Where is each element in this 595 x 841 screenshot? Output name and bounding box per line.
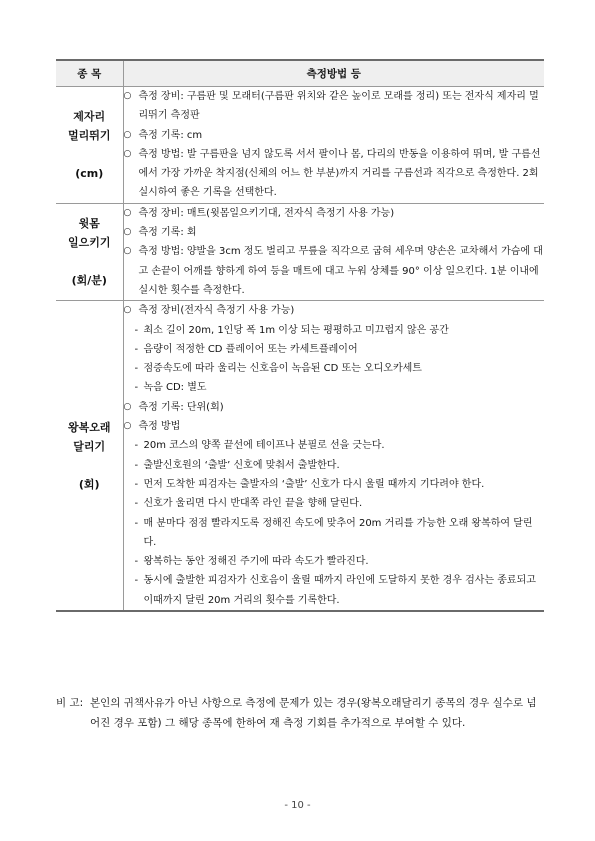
bullet-item: ○ 측정 방법 [124, 417, 545, 436]
dash-item: - 동시에 출발한 피검자가 신호음이 울릴 때까지 라인에 도달하지 못한 경우 검사는 종료되고 이때까지 달린 20m 거리의 횟수를 기록한다. [124, 571, 545, 610]
dash-item: - 녹음 CD: 별도 [124, 378, 545, 397]
dash-item: - 음량이 적정한 CD 플레이어 또는 카세트플레이어 [124, 340, 545, 359]
dash-item: - 점증속도에 따라 울리는 신호음이 녹음된 CD 또는 오디오카세트 [124, 359, 545, 378]
dash-item: - 20m 코스의 양쪽 끝선에 테이프나 분필로 선을 긋는다. [124, 436, 545, 455]
remarks-text: 본인의 귀책사유가 아닌 사항으로 측정에 문제가 있는 경우(왕복오래달리기 종목의 경우 실수로 넘어진 경우 포함) 그 해당 종목에 한하여 재 측정 기회를 추가적으로 부여할 수 있다. [90, 697, 537, 729]
event-name-line: 왕복오래 [67, 420, 111, 434]
method-content [123, 87, 544, 204]
event-name [56, 203, 123, 300]
remarks-note [56, 693, 544, 733]
bullet-item: ○ 측정 기록: 단위(회) [124, 398, 545, 417]
bullet-item: ○ 측정 장비(전자식 측정기 사용 가능) [124, 301, 545, 320]
table-row [56, 87, 544, 204]
dash-item: - 최소 길이 20m, 1인당 폭 1m 이상 되는 평평하고 미끄럽지 않은 공간 [124, 321, 545, 340]
dash-item: - 신호가 울리면 다시 반대쪽 라인 끝을 향해 달린다. [124, 494, 545, 513]
method-content [123, 203, 544, 300]
table-row [56, 301, 544, 611]
event-name-line: 일으키기 [67, 236, 111, 250]
dash-item: - 먼저 도착한 피검자는 출발자의 ‘출발’ 신호가 다시 울릴 때까지 기다려야 한다. [124, 475, 545, 494]
table-row [56, 203, 544, 300]
bullet-item: ○ 측정 기록: 회 [124, 223, 545, 242]
event-unit: (회/분) [71, 274, 107, 288]
bullet-item: ○ 측정 방법: 양발을 3cm 정도 벌리고 무릎을 직각으로 굽혀 세우며 양손은 교차해서 가슴에 대고 손끝이 어깨를 향하게 하여 등을 매트에 대고 누워 상체를 90° 이상 일으킨다. 1분 이내에 실시한 횟수를 측정한다. [124, 242, 545, 300]
event-name-line: 제자리 [73, 109, 106, 123]
table-header-row [56, 60, 544, 87]
header-method: 측정방법 등 [123, 60, 544, 87]
event-name-line: 윗몸 [78, 217, 100, 231]
event-unit: (cm) [75, 166, 104, 180]
event-name [56, 301, 123, 611]
bullet-item: ○ 측정 장비: 구름판 및 모래터(구름판 위치와 같은 높이로 모래를 정리) 또는 전자식 제자리 멀리뛰기 측정판 [124, 87, 545, 126]
bullet-item: ○ 측정 방법: 발 구름판을 넘지 않도록 서서 팔이나 몸, 다리의 반동을 이용하여 뛰며, 발 구름선에서 가장 가까운 착지점(신체의 어느 한 부분)까지 거리를 구름선과 직각으로 측정한다. 2회 실시하여 좋은 기록을 선택한다. [124, 145, 545, 203]
measurement-table [56, 59, 544, 612]
event-name-line: 멀리뛰기 [67, 128, 111, 142]
event-unit: (회) [78, 477, 100, 491]
remarks-label: 비 고: [56, 697, 84, 709]
page-number: - 10 - [284, 800, 311, 811]
dash-item: - 매 분마다 점점 빨라지도록 정해진 속도에 맞추어 20m 거리를 가능한 오래 왕복하여 달린다. [124, 514, 545, 553]
bullet-item: ○ 측정 장비: 매트(윗몸일으키기대, 전자식 측정기 사용 가능) [124, 204, 545, 223]
event-name [56, 87, 123, 204]
dash-item: - 출발신호원의 ‘출발’ 신호에 맞춰서 출발한다. [124, 456, 545, 475]
header-event: 종 목 [56, 60, 123, 87]
bullet-item: ○ 측정 기록: cm [124, 126, 545, 145]
method-content [123, 301, 544, 611]
event-name-line: 달리기 [73, 439, 106, 453]
dash-item: - 왕복하는 동안 정해진 주기에 따라 속도가 빨라진다. [124, 552, 545, 571]
